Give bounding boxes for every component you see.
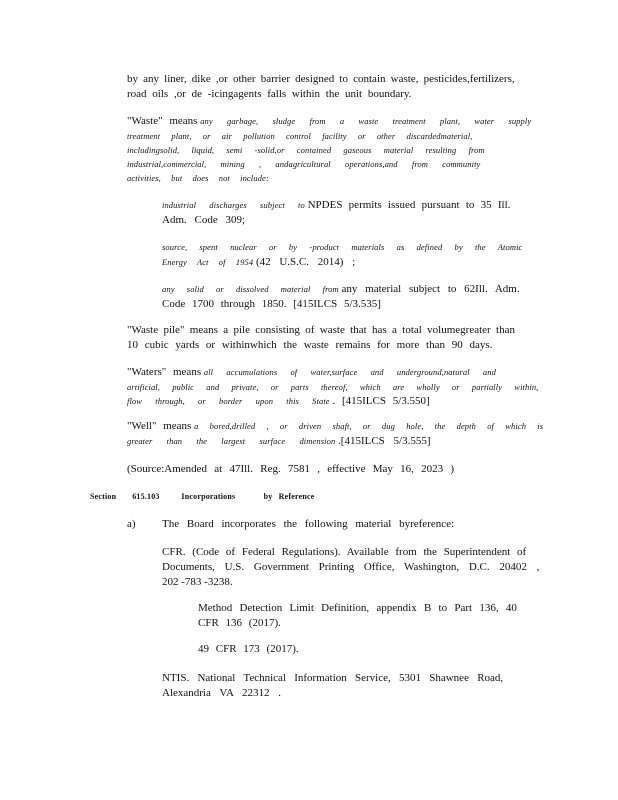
exclusion-2-small: Energy Act of 1954 bbox=[162, 257, 254, 267]
well-term: "Well" means bbox=[127, 420, 192, 432]
section-title-part-1: Incorporations bbox=[181, 492, 236, 501]
exclusion-3-line-2: Code 1700 through 1850. [415ILCS 5/3.535] bbox=[162, 298, 381, 310]
exclusion-1-rest: NPDES permits issued pursuant to 35 Ill. bbox=[307, 199, 511, 211]
well-line-2-small: greater than the largest surface dimension bbox=[127, 436, 336, 446]
cfr-line-1: CFR. (Code of Federal Regulations). Available from the Superintendent of bbox=[162, 546, 527, 558]
intro-line-1: by any liner, dike ,or other barrier designed to contain waste, pesticides,fertilizers, bbox=[127, 73, 515, 85]
waste-pile-line-2: 10 cubic yards or withinwhich the waste remains for more than 90 days. bbox=[127, 339, 493, 351]
ntis-reference bbox=[162, 671, 522, 701]
section-heading bbox=[90, 492, 315, 501]
ntis-line-2: Alexandria VA 22312 . bbox=[162, 687, 282, 699]
waste-pile-line-1: "Waste pile" means a pile consisting of waste that has a total volumegreater than bbox=[127, 324, 515, 336]
waste-line-4: industrial,commercial, mining , andagricultural operations,and from community bbox=[127, 159, 481, 169]
waste-exclusion-1 bbox=[162, 198, 512, 228]
section-number: 615.103 bbox=[132, 492, 160, 501]
waste-line-5: activities, but does not include: bbox=[127, 173, 269, 183]
exclusion-2-line-1: source, spent nuclear or by -product materials as defined by the Atomic bbox=[162, 242, 523, 252]
ntis-line-1: NTIS. National Technical Information Service, 5301 Shawnee Road, bbox=[162, 672, 504, 684]
waste-exclusion-2 bbox=[162, 240, 523, 270]
waste-definition bbox=[127, 114, 532, 185]
exclusion-1-small: industrial discharges subject to bbox=[162, 200, 305, 210]
waste-exclusion-3 bbox=[162, 282, 520, 312]
waters-line-3-small: flow through, or border upon this State bbox=[127, 396, 330, 406]
waters-term: "Waters" means bbox=[127, 366, 202, 378]
waters-line-2: artificial, public and private, or parts thereof, which are wholly or partially within, bbox=[127, 382, 539, 392]
subsection-a-marker: a) bbox=[127, 518, 136, 530]
waste-term: "Waste" means bbox=[127, 115, 198, 127]
mdl-line-1: Method Detection Limit Definition, appendix B to Part 136, 40 bbox=[198, 602, 517, 614]
waters-line-1: all accumulations of water,surface and underground,natural and bbox=[203, 367, 496, 377]
exclusion-1-line-2: Adm. Code 309; bbox=[162, 214, 246, 226]
waters-definition bbox=[127, 365, 539, 409]
section-label: Section bbox=[90, 492, 117, 501]
exclusion-2-rest: (42 U.S.C. 2014) ; bbox=[255, 256, 356, 268]
exclusion-3-rest: any material subject to 62Ill. Adm. bbox=[341, 283, 520, 295]
well-definition bbox=[127, 419, 544, 449]
cfr-reference bbox=[162, 545, 540, 590]
mdl-reference bbox=[198, 601, 518, 631]
waste-line-1: any garbage, sludge from a waste treatment plant, water supply bbox=[200, 116, 532, 126]
waters-line-3-rest: . [415ILCS 5/3.550] bbox=[332, 395, 430, 407]
intro-paragraph bbox=[127, 72, 515, 102]
waste-line-2: treatment plant, or air pollution control facility or other discardedmaterial, bbox=[127, 131, 473, 141]
cfr-line-3: 202 -783 -3238. bbox=[162, 576, 233, 588]
waste-pile-definition bbox=[127, 323, 515, 353]
subsection-a-text: The Board incorporates the following material byreference: bbox=[162, 518, 455, 530]
mdl-line-2: CFR 136 (2017). bbox=[198, 617, 281, 629]
waste-line-3: includingsolid, liquid, semi -solid,or contained gaseous material resulting from bbox=[127, 145, 485, 155]
intro-line-2: road oils ,or de -icingagents falls within the unit boundary. bbox=[127, 88, 412, 100]
well-line-2-rest: .[415ILCS 5/3.555] bbox=[338, 435, 431, 447]
source-note: (Source:Amended at 47Ill. Reg. 7581 , effective May 16, 2023 ) bbox=[127, 463, 455, 475]
section-title-part-2: by Reference bbox=[263, 492, 315, 501]
cfr-line-2: Documents, U.S. Government Printing Office, Washington, D.C. 20402 , bbox=[162, 561, 540, 573]
well-line-1: a bored,drilled , or driven shaft, or dug hole, the depth of which is bbox=[194, 421, 544, 431]
exclusion-3-small: any solid or dissolved material from bbox=[162, 284, 339, 294]
cfr49-reference: 49 CFR 173 (2017). bbox=[198, 643, 299, 655]
